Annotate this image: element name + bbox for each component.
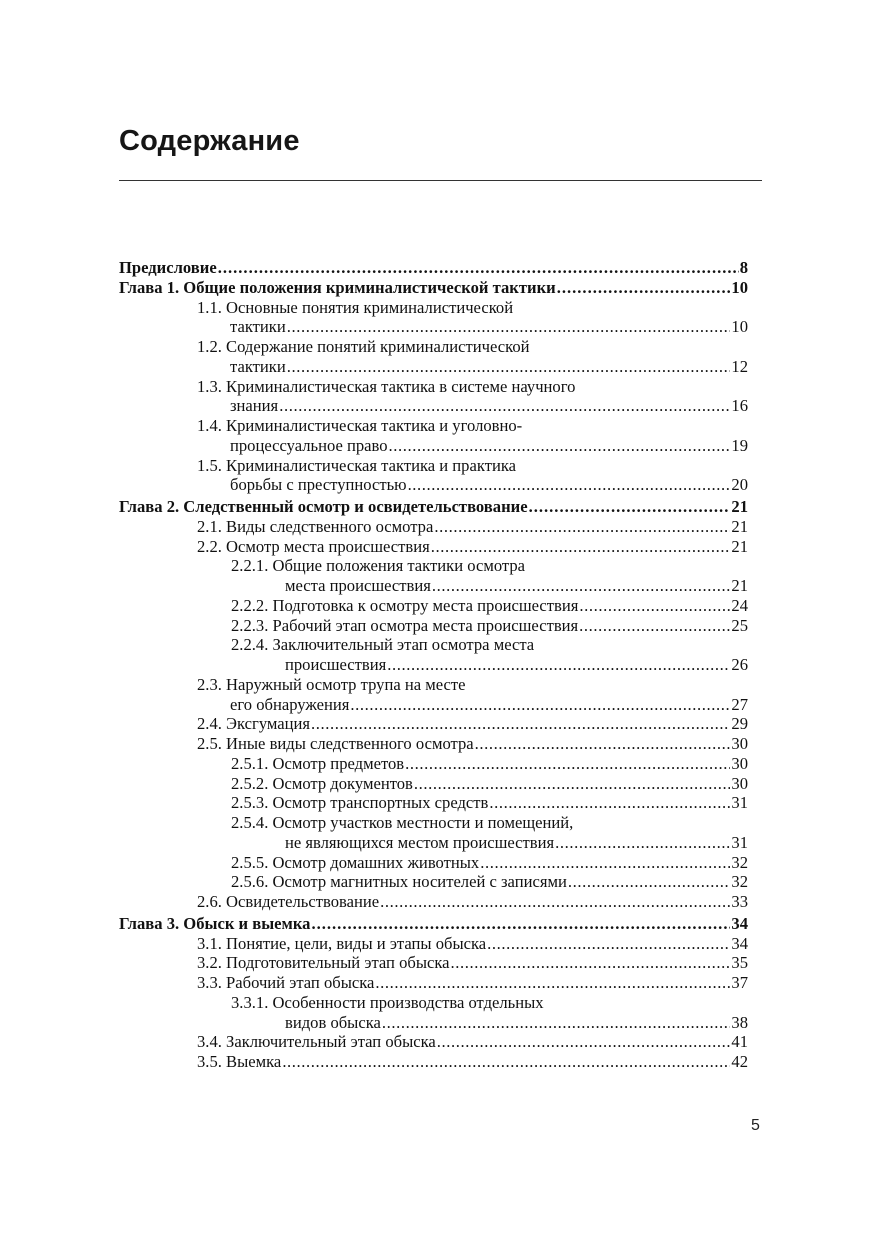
toc-entry-2-5-3[interactable] <box>119 793 748 813</box>
toc-entry-text: видов обыска <box>285 1012 381 1032</box>
dot-leader <box>434 517 730 537</box>
toc-entry-1-3[interactable] <box>119 396 748 416</box>
toc-entry-preface[interactable] <box>119 258 748 278</box>
toc-chapter-1[interactable] <box>119 278 748 298</box>
toc-entry-text: 2.5.3. Осмотр транспортных средств <box>231 793 489 813</box>
toc-page-number: 10 <box>731 277 748 297</box>
dot-leader <box>279 396 730 416</box>
toc-entry-2-2[interactable] <box>119 537 748 557</box>
page-title: Содержание <box>119 125 300 157</box>
toc-entry-text: 2.2.3. Рабочий этап осмотра места происшествия <box>231 615 579 635</box>
toc-page-number: 10 <box>731 317 748 337</box>
toc-entry-2-5-4-line1[interactable]: 2.5.4. Осмотр участков местности и помещений, <box>231 813 574 832</box>
toc-page-number: 29 <box>731 714 748 734</box>
dot-leader <box>380 892 730 912</box>
toc-entry-2-5-1[interactable] <box>119 754 748 774</box>
toc-page-number: 35 <box>731 953 748 973</box>
dot-leader <box>311 914 730 934</box>
toc-page-number: 16 <box>731 396 748 416</box>
toc-entry-2-2-1[interactable] <box>119 576 748 596</box>
toc-entry-2-2-4-line1[interactable]: 2.2.4. Заключительный этап осмотра места <box>231 635 535 655</box>
toc-entry-text: места происшествия <box>285 576 431 595</box>
toc-page-number: 21 <box>731 536 748 556</box>
toc-chapter-2[interactable] <box>119 497 748 517</box>
toc-entry-1-3-line1[interactable]: 1.3. Криминалистическая тактика в системе научного <box>197 376 576 396</box>
toc-entry-text: 2.2.2. Подготовка к осмотру места происшествия <box>231 595 579 615</box>
dot-leader <box>218 258 739 278</box>
toc-entry-2-2-4[interactable] <box>119 655 748 675</box>
toc-entry-3-3-1[interactable] <box>119 1013 748 1033</box>
toc-page-number: 32 <box>731 852 748 872</box>
toc-page-number: 19 <box>731 435 748 455</box>
dot-leader <box>489 793 730 813</box>
toc-page-number: 37 <box>731 973 748 992</box>
dot-leader <box>432 576 731 596</box>
dot-leader <box>475 734 731 754</box>
toc-page-number: 25 <box>731 615 748 635</box>
toc-entry-1-4-line1[interactable]: 1.4. Криминалистическая тактика и уголовно- <box>197 416 523 435</box>
toc-entry-1-2-line1[interactable]: 1.2. Содержание понятий криминалистической <box>197 337 530 356</box>
toc-entry-1-1[interactable] <box>119 317 748 337</box>
toc-entry-2-2-2[interactable] <box>119 596 748 616</box>
title-divider <box>119 180 762 181</box>
toc-entry-text: 2.2. Осмотр места происшествия <box>197 536 430 556</box>
dot-leader <box>579 616 730 636</box>
toc-entry-text: 2.5.1. Осмотр предметов <box>231 753 405 773</box>
toc-entry-text: 2.5.5. Осмотр домашних животных <box>231 852 480 872</box>
toc-entry-text: 2.5.2. Осмотр документов <box>231 773 413 793</box>
toc-page-number: 21 <box>731 497 748 516</box>
toc-page-number: 34 <box>731 913 748 933</box>
toc-entry-text: 2.1. Виды следственного осмотра <box>197 516 434 536</box>
toc-entry-text: 3.1. Понятие, цели, виды и этапы обыска <box>197 933 487 953</box>
dot-leader <box>389 436 731 456</box>
toc-entry-2-3-line1[interactable]: 2.3. Наружный осмотр трупа на месте <box>197 674 466 694</box>
dot-leader <box>579 596 730 616</box>
toc-entry-2-6[interactable] <box>119 892 748 912</box>
toc-entry-2-5[interactable] <box>119 734 748 754</box>
toc-page-number: 24 <box>731 595 748 615</box>
toc-entry-text: Глава 2. Следственный осмотр и освидетельствование <box>119 497 528 516</box>
toc-entry-3-2[interactable] <box>119 953 748 973</box>
dot-leader <box>487 934 730 954</box>
toc-page-number: 21 <box>731 516 748 536</box>
toc-entry-2-1[interactable] <box>119 517 748 537</box>
toc-entry-text: 2.5. Иные виды следственного осмотра <box>197 734 474 753</box>
toc-page-number: 38 <box>731 1012 748 1032</box>
dot-leader <box>387 655 730 675</box>
toc-entry-2-5-4[interactable] <box>119 833 748 853</box>
dot-leader <box>431 537 731 557</box>
toc-entry-text: не являющихся местом происшествия <box>285 832 555 852</box>
toc-page-number: 26 <box>731 655 748 674</box>
toc-entry-3-3[interactable] <box>119 973 748 993</box>
toc-entry-3-3-1-line1[interactable]: 3.3.1. Особенности производства отдельных <box>231 992 544 1012</box>
toc-entry-text: тактики <box>230 317 286 337</box>
toc-entry-text: 2.5.6. Осмотр магнитных носителей с записями <box>231 872 567 892</box>
toc-entry-text: 3.4. Заключительный этап обыска <box>197 1032 436 1052</box>
toc-entry-text: его обнаружения <box>230 694 350 714</box>
toc-entry-3-1[interactable] <box>119 934 748 954</box>
toc-page-number: 31 <box>731 832 748 852</box>
toc-page-number: 42 <box>731 1052 748 1071</box>
dot-leader <box>414 774 731 794</box>
dot-leader <box>437 1032 731 1052</box>
toc-entry-2-2-1-line1[interactable]: 2.2.1. Общие положения тактики осмотра <box>231 556 526 576</box>
toc-entry-text: 3.5. Выемка <box>197 1052 282 1071</box>
toc-entry-text: процессуальное право <box>230 435 388 455</box>
dot-leader <box>480 853 730 873</box>
toc-entry-2-5-2[interactable] <box>119 774 748 794</box>
dot-leader <box>451 953 731 973</box>
toc-page-number: 33 <box>731 892 748 911</box>
toc-entry-3-4[interactable] <box>119 1032 748 1052</box>
dot-leader <box>311 714 730 734</box>
dot-leader <box>287 357 731 377</box>
dot-leader <box>382 1013 731 1033</box>
toc-page-number: 30 <box>731 773 748 793</box>
toc-entry-1-1-line1[interactable]: 1.1. Основные понятия криминалистической <box>197 297 514 317</box>
toc-entry-3-5[interactable] <box>119 1052 748 1072</box>
toc-page-number: 41 <box>731 1032 748 1052</box>
toc-page-number: 34 <box>731 933 748 953</box>
toc-entry-text: 3.2. Подготовительный этап обыска <box>197 953 450 973</box>
toc-page-number: 27 <box>731 694 748 714</box>
toc-entry-2-4[interactable] <box>119 714 748 734</box>
toc-entry-text: Предисловие <box>119 258 217 277</box>
dot-leader <box>350 695 730 715</box>
toc-entry-2-3[interactable] <box>119 695 748 715</box>
toc-entry-2-5-6[interactable] <box>119 872 748 892</box>
toc-page-number: 31 <box>731 793 748 813</box>
toc-entry-text: тактики <box>230 356 286 376</box>
toc-entry-1-5-line1[interactable]: 1.5. Криминалистическая тактика и практика <box>197 455 517 475</box>
dot-leader <box>557 278 731 298</box>
dot-leader <box>529 497 731 517</box>
toc-entry-text: 2.4. Эксгумация <box>197 714 311 734</box>
toc-entry-text: Глава 1. Общие положения криминалистической тактики <box>119 277 556 297</box>
toc-page-number: 30 <box>731 753 748 773</box>
toc-page-number: 20 <box>731 475 748 495</box>
dot-leader <box>287 317 731 337</box>
dot-leader <box>405 754 730 774</box>
toc-page-number: 32 <box>731 872 748 892</box>
toc-page-number: 8 <box>739 258 748 277</box>
toc-page-number: 21 <box>731 576 748 595</box>
toc-page-number: 30 <box>731 734 748 753</box>
dot-leader <box>282 1052 730 1072</box>
toc-entry-1-2[interactable] <box>119 357 748 377</box>
toc-entry-text: 3.3. Рабочий этап обыска <box>197 973 375 992</box>
toc-entry-2-2-3[interactable] <box>119 616 748 636</box>
page-number: 5 <box>751 1117 760 1134</box>
toc-entry-2-5-5[interactable] <box>119 853 748 873</box>
toc-entry-text: Глава 3. Обыск и выемка <box>119 913 311 933</box>
dot-leader <box>555 833 730 853</box>
toc-page-number: 12 <box>731 356 748 376</box>
dot-leader <box>375 973 730 993</box>
table-of-contents <box>119 258 748 1072</box>
toc-entry-1-5[interactable] <box>119 475 748 495</box>
dot-leader <box>408 475 731 495</box>
toc-entry-text: знания <box>230 396 279 416</box>
toc-entry-text: борьбы с преступностью <box>230 475 407 495</box>
toc-entry-1-4[interactable] <box>119 436 748 456</box>
toc-entry-text: 2.6. Освидетельствование <box>197 892 380 911</box>
dot-leader <box>568 872 731 892</box>
toc-chapter-3[interactable] <box>119 914 748 934</box>
toc-entry-text: происшествия <box>285 655 387 674</box>
